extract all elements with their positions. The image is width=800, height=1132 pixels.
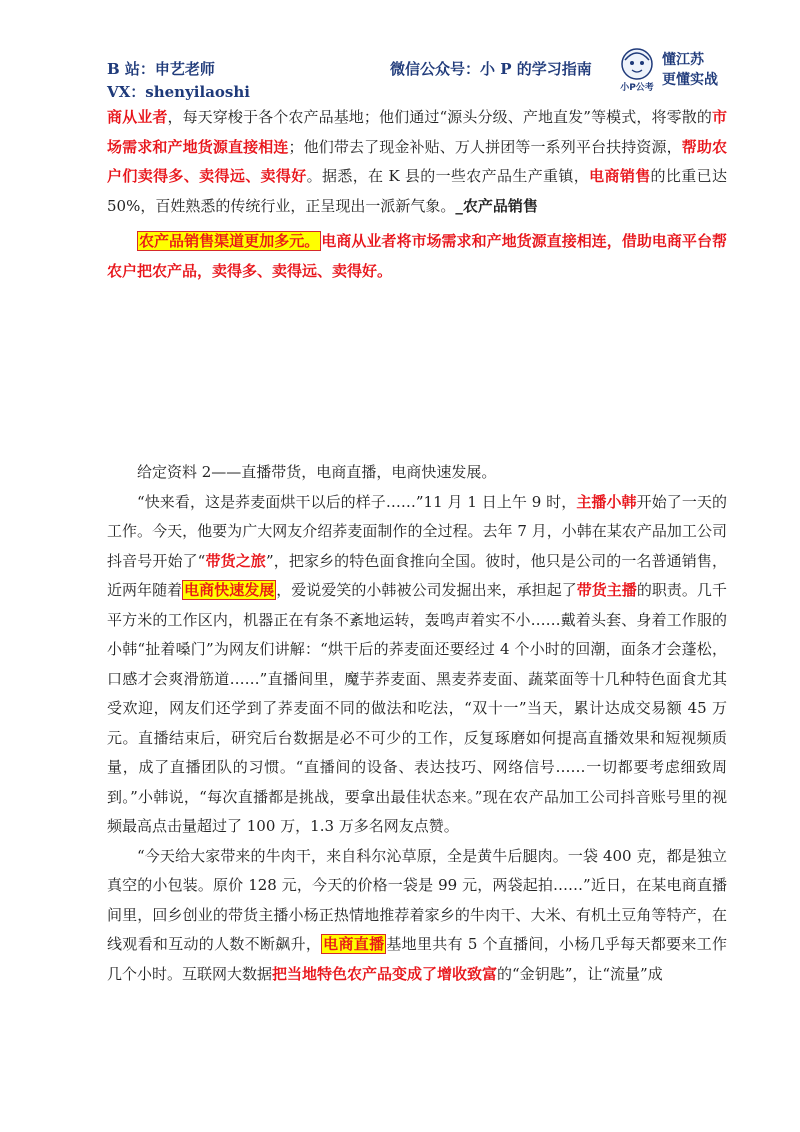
- material-2: [107, 458, 727, 989]
- p1-text-g: ，爱说爱笑的小韩被公司发掘出来，承担起了: [276, 581, 577, 599]
- summary-highlight: 农产品销售渠道更加多元。: [139, 232, 320, 250]
- wechat-id-label: VX：shenyilaoshi: [107, 83, 250, 101]
- p2-highlight-b: 电商直播: [323, 935, 385, 953]
- summary-paragraph: [107, 227, 727, 286]
- p2-red-d: 把当地特色农产品变成了增收致富: [272, 964, 498, 983]
- top-red-5: 帮助农户们卖得多、卖得远、卖得好: [107, 137, 727, 185]
- top-paragraph: [107, 103, 727, 286]
- top-text-4: ；他们带去了现金补贴、万人拼团等一系列平台扶持资源，: [288, 137, 682, 156]
- p2-text-e: 的“金钥匙”，让“流量”成: [497, 964, 663, 983]
- logo-slogan: [662, 50, 718, 90]
- top-tag: _农产品销售: [455, 196, 538, 215]
- p1-red-d: 带货之旅: [205, 551, 266, 570]
- p1-red-b: 主播小韩: [576, 492, 637, 511]
- p1-text-e: ”，把家乡的特色面食推向全国。彼时，他只是公司的一名普通销售，近两年随着: [107, 551, 728, 599]
- top-red-7: 电商销售: [589, 167, 651, 185]
- header-left: [107, 58, 250, 104]
- top-text-2: ，每天穿梭于各个农产品基地；他们通过“源头分级、产地直发”等模式，将零散的: [167, 108, 712, 126]
- p1-text-c: 开始了一天的工作。今天，他要为广大网友介绍荞麦面制作的全过程。去年 7 月，小韩在某农产品加工公司抖音号开始了“: [107, 492, 727, 570]
- logo-line-1: 懂江苏: [662, 52, 704, 68]
- material-2-paragraph-1: [107, 488, 727, 842]
- top-red-1: 商从业者: [107, 108, 168, 126]
- p1-text-a: “快来看，这是荞麦面烘干以后的样子……”11 月 1 日上午 9 时，: [137, 492, 577, 511]
- logo-caption: 小P公考: [620, 83, 654, 92]
- material-2-title: 给定资料 2——直播带货，电商直播，电商快速发展。: [137, 463, 497, 481]
- p2-text-c: 基地里共有 5 个直播间，小杨几乎每天都要来工作几个小时。互联网大数据: [107, 935, 727, 983]
- p1-highlight-f: 电商快速发展: [184, 581, 275, 599]
- top-red-3: 市场需求和产地货源直接相连: [107, 108, 727, 156]
- gzh-label: 微信公众号：小 P 的学习指南: [390, 60, 592, 78]
- summary-text: 电商从业者将市场需求和产地货源直接相连，借助电商平台帮农户把农产品，卖得多、卖得远、卖得好。: [107, 232, 727, 280]
- logo-line-2: 更懂实战: [662, 72, 718, 88]
- p1-red-h: 带货主播: [576, 581, 637, 599]
- p1-text-i: 的职责。几千平方米的工作区内，机器正在有条不紊地运转，轰鸣声着实不小……戴着头套、身着工作服的小韩“扯着嗓门”为网友们讲解：“烘干后的荞麦面还要经过 4 个小时的回潮，面条才会蓬松，口感才会爽滑筋道……”直播间里，魔芋荞麦面、黑麦荞麦面、蔬菜面等十几种特色面食尤其受欢迎，网友们还学到了荞麦面不同的做法和吃法，“双十一”当天，累计达成交易额 45 万元。直播结束后，研究后台数据是必不可少的工作，反复琢磨如何提高直播效果和短视频质量，成了直播团队的习惯。“直播间的设备、表达技巧、网络信号……一切都要考虑细致周到。”小韩说，“每次直播都是挑战，要拿出最佳状态来。”现在农产品加工公司抖音账号里的视频最高点击量超过了 100 万，1.3 万多名网友点赞。: [107, 581, 727, 835]
- top-text-8: 的比重已达 50%，百姓熟悉的传统行业，正呈现出一派新气象。: [107, 167, 727, 215]
- material-2-paragraph-2: [107, 842, 727, 990]
- p2-text-a: “今天给大家带来的牛肉干，来自科尔沁草原，全是黄牛后腿肉。一袋 400 克，都是独立真空的小包装。原价 128 元，今天的价格一袋是 99 元，两袋起拍……”近日，在某电商直播间里，回乡创业的带货主播小杨正热情地推荐着家乡的牛肉干、大米、有机土豆角等特产，在线观看和互动的人数不断飙升，: [107, 846, 727, 953]
- top-text-6: 。据悉，在 K 县的一些农产品生产重镇，: [306, 167, 590, 185]
- mascot-logo-icon: [612, 44, 662, 92]
- bilibili-label: B 站：申艺老师: [107, 60, 215, 78]
